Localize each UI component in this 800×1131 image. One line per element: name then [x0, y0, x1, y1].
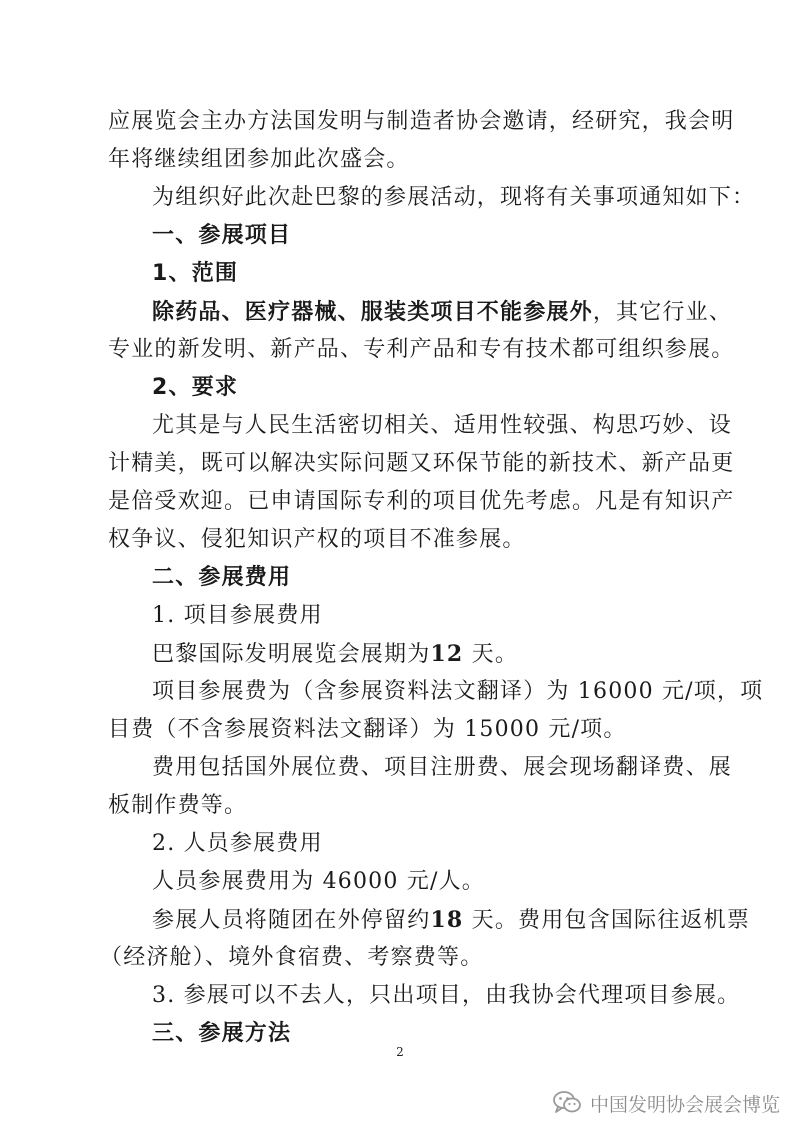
watermark [552, 1088, 780, 1118]
text-span: 天。费用包含国际往返机票 [463, 908, 751, 933]
bold-number: 12 [430, 641, 464, 667]
paragraph-line: 费用包括国外展位费、项目注册费、展会现场翻译费、展 [152, 755, 733, 780]
bold-text: 除药品、医疗器械、服装类项目不能参展外 [152, 299, 593, 325]
paragraph-line: 项目参展费为（含参展资料法文翻译）为 16000 元/项，项 [152, 679, 764, 704]
wechat-icon [552, 1090, 582, 1116]
bold-number: 18 [430, 907, 464, 933]
subsection-heading: 2. 人员参展费用 [152, 831, 323, 856]
paragraph-line: 3. 参展可以不去人，只出项目，由我协会代理项目参展。 [152, 983, 741, 1008]
paragraph-line [152, 640, 698, 670]
text-span: 参展人员将随团在外停留约 [152, 908, 431, 933]
watermark-text: 中国发明协会展会博览 [589, 1093, 780, 1116]
section-heading: 三、参展方法 [152, 1021, 292, 1046]
section-heading: 一、参展项目 [152, 223, 292, 248]
section-heading: 二、参展费用 [152, 565, 292, 590]
text-span: ，其它行业、 [592, 300, 733, 325]
paragraph-line: 年将继续组团参加此次盛会。 [108, 147, 410, 172]
text-span: 天。 [463, 642, 519, 667]
page-number: 2 [396, 1045, 404, 1059]
subsection-heading: 2、要求 [152, 375, 239, 400]
paragraph-line: （经济舱）、境外食宿费、考察费等。 [100, 945, 484, 970]
paragraph-line: 尤其是与人民生活密切相关、适用性较强、构思巧妙、设 [152, 413, 733, 438]
paragraph-line [152, 298, 733, 328]
paragraph-line: 应展览会主办方法国发明与制造者协会邀请，经研究，我会明 [108, 109, 735, 134]
text-span: 巴黎国际发明展览会展期为 [152, 642, 431, 667]
subsection-heading: 1、范围 [152, 261, 239, 286]
paragraph-line: 计精美，既可以解决实际问题又环保节能的新技术、新产品更 [108, 451, 735, 476]
paragraph-line: 为组织好此次赴巴黎的参展活动，现将有关事项通知如下： [152, 185, 756, 210]
paragraph-line: 人员参展费用为 46000 元/人。 [152, 869, 485, 894]
paragraph-line: 是倍受欢迎。已申请国际专利的项目优先考虑。凡是有知识产 [108, 489, 735, 514]
paragraph-line: 目费（不含参展资料法文翻译）为 15000 元/项。 [108, 717, 627, 742]
paragraph-line [152, 906, 751, 936]
paragraph-line: 板制作费等。 [108, 793, 248, 818]
subsection-heading: 1. 项目参展费用 [152, 603, 323, 628]
paragraph-line: 专业的新发明、新产品、专利产品和专有技术都可组织参展。 [108, 337, 735, 362]
paragraph-line: 权争议、侵犯知识产权的项目不准参展。 [108, 527, 526, 552]
